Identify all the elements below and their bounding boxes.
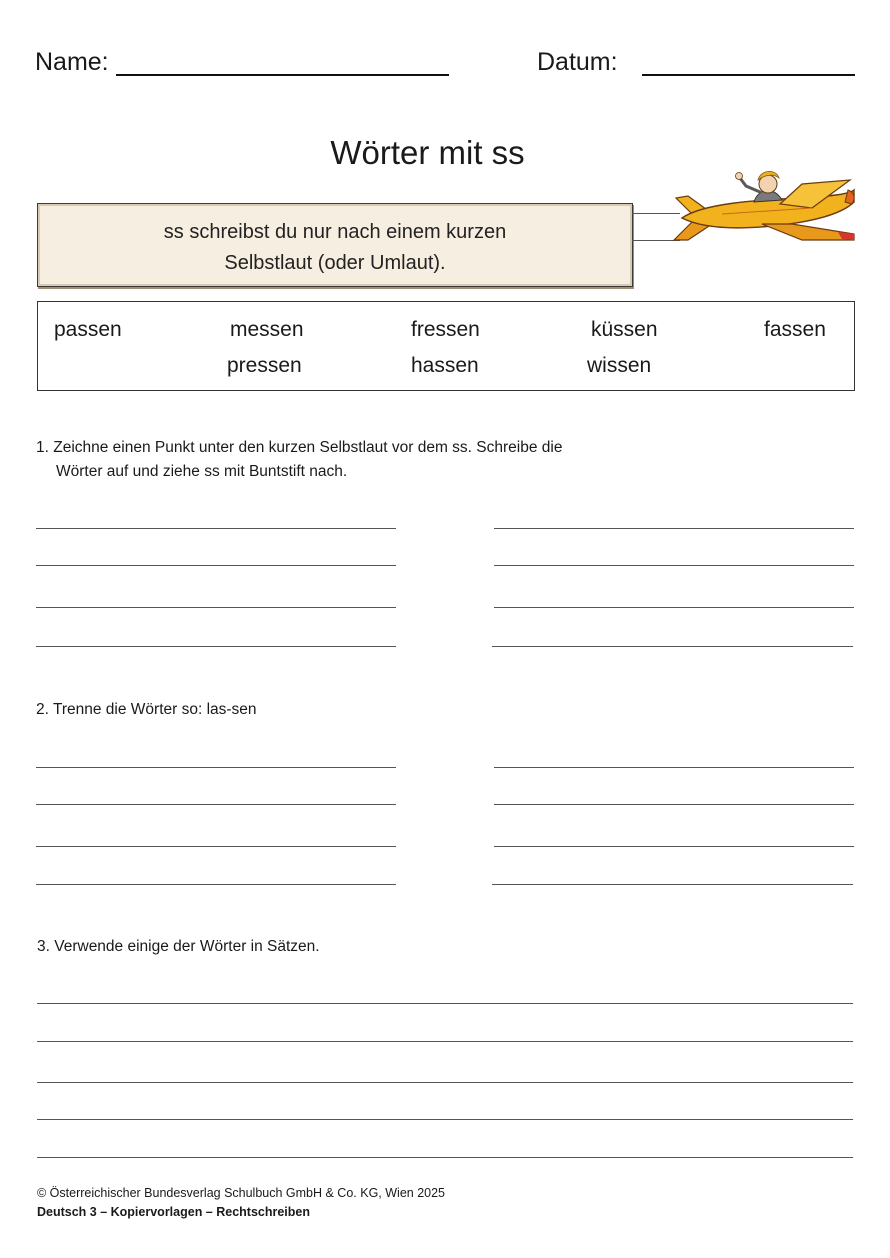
writing-line[interactable] bbox=[494, 607, 854, 608]
sentence-line[interactable] bbox=[37, 1003, 853, 1004]
rule-text-line-1: ss schreibst du nur nach einem kurzen bbox=[163, 221, 507, 243]
copyright-notice: © Österreichischer Bundesverlag Schulbuch GmbH & Co. KG, Wien 2025 bbox=[37, 1186, 446, 1200]
series-title: Deutsch 3 – Kopiervorlagen – Rechtschreiben bbox=[37, 1205, 311, 1219]
writing-line[interactable] bbox=[494, 767, 854, 768]
writing-line[interactable] bbox=[36, 884, 396, 885]
word-item: wissen bbox=[587, 354, 652, 377]
task-3-instruction: 3. Verwende einige der Wörter in Sätzen. bbox=[37, 938, 320, 955]
name-label: Name: bbox=[35, 48, 109, 76]
sentence-line[interactable] bbox=[37, 1082, 853, 1083]
writing-line[interactable] bbox=[36, 846, 396, 847]
writing-line[interactable] bbox=[492, 884, 853, 885]
date-field-line[interactable] bbox=[642, 74, 855, 76]
writing-line[interactable] bbox=[494, 565, 854, 566]
word-item: fassen bbox=[764, 318, 826, 341]
word-item: passen bbox=[54, 318, 122, 341]
airplane-illustration bbox=[662, 162, 857, 274]
writing-line[interactable] bbox=[36, 646, 396, 647]
writing-line[interactable] bbox=[494, 528, 854, 529]
writing-line[interactable] bbox=[36, 804, 396, 805]
writing-line[interactable] bbox=[36, 767, 396, 768]
sentence-line[interactable] bbox=[37, 1041, 853, 1042]
task-1-instruction-line-1: 1. Zeichne einen Punkt unter den kurzen Selbstlaut vor dem ss. Schreibe die bbox=[36, 439, 563, 456]
sentence-line[interactable] bbox=[37, 1157, 853, 1158]
word-item: fressen bbox=[411, 318, 480, 341]
writing-line[interactable] bbox=[494, 846, 854, 847]
word-item: messen bbox=[230, 318, 304, 341]
rule-text-line-2: Selbstlaut (oder Umlaut). bbox=[224, 252, 446, 274]
writing-line[interactable] bbox=[492, 646, 853, 647]
writing-line[interactable] bbox=[36, 565, 396, 566]
sentence-line[interactable] bbox=[37, 1119, 853, 1120]
writing-line[interactable] bbox=[494, 804, 854, 805]
word-item: hassen bbox=[411, 354, 479, 377]
task-1-instruction-line-2: Wörter auf und ziehe ss mit Buntstift nach. bbox=[56, 463, 348, 480]
writing-line[interactable] bbox=[36, 607, 396, 608]
worksheet-title: Wörter mit ss bbox=[330, 134, 525, 171]
writing-line[interactable] bbox=[36, 528, 396, 529]
task-2-instruction: 2. Trenne die Wörter so: las-sen bbox=[36, 701, 257, 718]
word-item: pressen bbox=[227, 354, 302, 377]
word-item: küssen bbox=[591, 318, 658, 341]
name-field-line[interactable] bbox=[116, 74, 449, 76]
rule-banner bbox=[37, 203, 633, 287]
date-label: Datum: bbox=[537, 48, 618, 76]
